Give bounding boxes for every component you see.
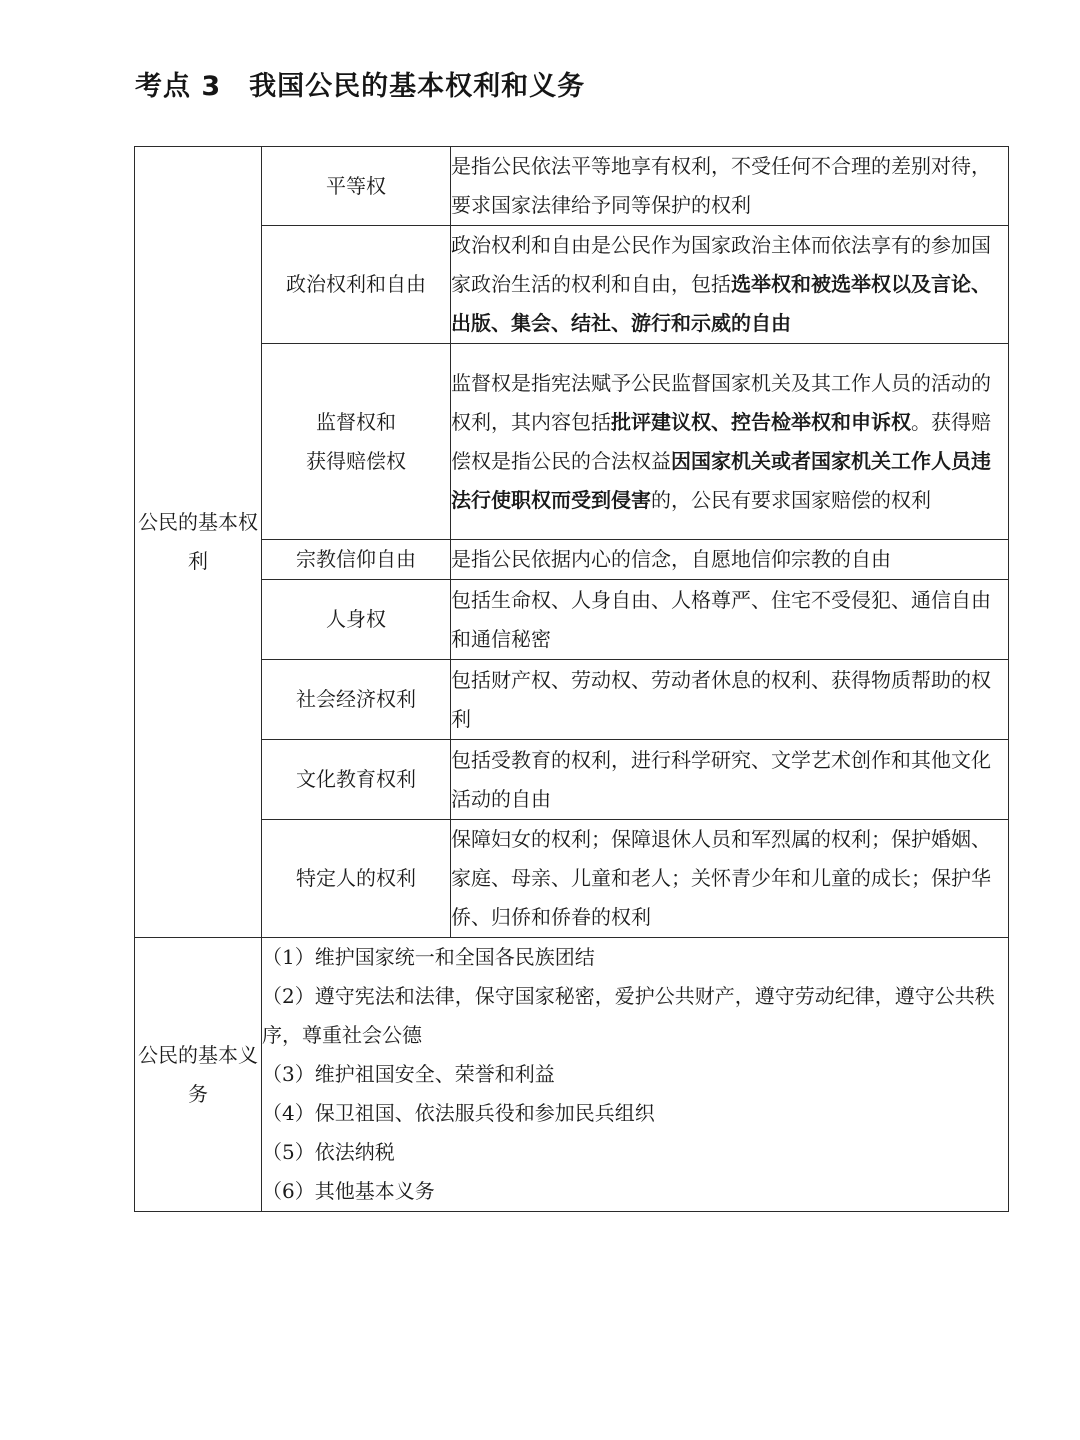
- right-name: 平等权: [262, 147, 451, 226]
- section-title: 考点 3 我国公民的基本权利和义务: [135, 71, 586, 102]
- desc-bold-text: 选举权和被选举权以及言论、出版、集会、结社、游行和示威的自由: [451, 272, 991, 335]
- table-row: [135, 344, 1009, 540]
- right-name: 社会经济权利: [262, 660, 451, 740]
- duties-category-label: 公民的基本义务: [138, 1042, 258, 1106]
- right-name: 政治权利和自由: [262, 226, 451, 344]
- right-description: 包括受教育的权利，进行科学研究、文学艺术创作和其他文化活动的自由: [451, 740, 1009, 820]
- right-name-line: 监督权和: [316, 409, 396, 434]
- rights-category-label: 公民的基本权利: [138, 510, 258, 573]
- right-description: 是指公民依法平等地享有权利，不受任何不合理的差别对待，要求国家法律给予同等保护的权利: [451, 147, 1009, 226]
- table-row: [135, 938, 1009, 1212]
- duty-item: （6）其他基本义务: [262, 1179, 435, 1203]
- table-row: [135, 660, 1009, 740]
- desc-text: 。获得赔偿权是指公民的合法权益: [451, 409, 991, 473]
- right-name: 宗教信仰自由: [262, 540, 451, 580]
- right-name: 特定人的权利: [262, 820, 451, 938]
- right-name: [262, 344, 451, 540]
- right-description: 保障妇女的权利；保障退休人员和军烈属的权利；保护婚姻、家庭、母亲、儿童和老人；关怀青少年和儿童的成长；保护华侨、归侨和侨眷的权利: [451, 820, 1009, 938]
- duty-item: （5）依法纳税: [262, 1140, 395, 1164]
- right-description: 包括财产权、劳动权、劳动者休息的权利、获得物质帮助的权利: [451, 660, 1009, 740]
- table-row: [135, 580, 1009, 660]
- desc-text: 的，公民有要求国家赔偿的权利: [651, 487, 931, 512]
- right-name-line: 获得赔偿权: [306, 448, 406, 473]
- right-description: [451, 226, 1009, 344]
- right-name: 文化教育权利: [262, 740, 451, 820]
- right-description: 是指公民依据内心的信念，自愿地信仰宗教的自由: [451, 540, 1009, 580]
- duty-item: （3）维护祖国安全、荣誉和利益: [262, 1062, 555, 1086]
- right-description: 包括生命权、人身自由、人格尊严、住宅不受侵犯、通信自由和通信秘密: [451, 580, 1009, 660]
- duties-list: [262, 938, 1009, 1212]
- rights-duties-table: [134, 146, 1009, 1212]
- duty-item: （2）遵守宪法和法律，保守国家秘密，爱护公共财产，遵守劳动纪律，遵守公共秩序，尊重社会公德: [262, 984, 995, 1047]
- table-row: [135, 226, 1009, 344]
- table-row: [135, 540, 1009, 580]
- desc-bold-text: 因国家机关或者国家机关工作人员违法行使职权而受到侵害: [451, 448, 991, 512]
- duty-item: （4）保卫祖国、依法服兵役和参加民兵组织: [262, 1101, 655, 1125]
- table-row: [135, 740, 1009, 820]
- duties-category-cell: [135, 938, 262, 1212]
- desc-bold-text: 批评建议权、控告检举权和申诉权: [611, 409, 911, 434]
- table-row: [135, 820, 1009, 938]
- desc-text: 监督权是指宪法赋予公民监督国家机关及其工作人员的活动的权利，其内容包括: [451, 370, 991, 434]
- rights-category-cell: [135, 147, 262, 938]
- right-description: [451, 344, 1009, 540]
- right-name: 人身权: [262, 580, 451, 660]
- desc-text: 政治权利和自由是公民作为国家政治主体而依法享有的参加国家政治生活的权利和自由，包括: [451, 233, 991, 296]
- duty-item: （1）维护国家统一和全国各民族团结: [262, 945, 595, 969]
- table-row: [135, 147, 1009, 226]
